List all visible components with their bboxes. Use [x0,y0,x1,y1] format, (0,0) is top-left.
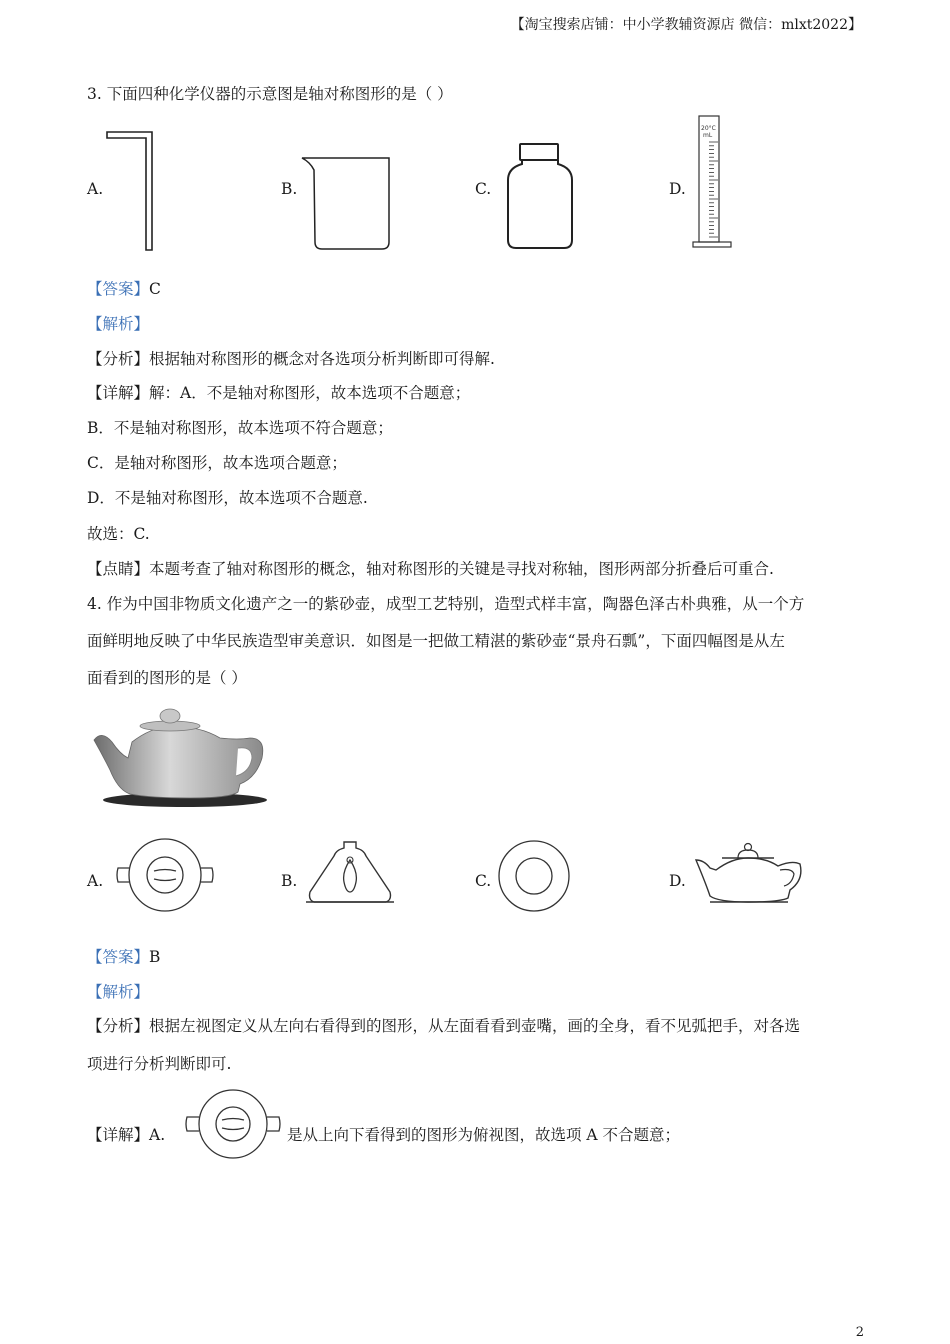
page-header: 【淘宝搜索店铺：中小学教辅资源店 微信：mlxt2022】 [510,17,862,33]
q3-line-analysis: 【分析】根据轴对称图形的概念对各选项分析判断即可得解. [87,350,495,368]
q4-analysis-line-2: 项进行分析判断即可. [87,1055,232,1073]
q4-detail-prefix: 【详解】A. [87,1126,166,1144]
q3-stem: 3. 下面四种化学仪器的示意图是轴对称图形的是（ ） [87,85,453,103]
cylinder-label-unit: mL [703,132,713,139]
q4-option-d-label: D. [669,872,686,890]
q4-stem-line-3: 面看到的图形的是（ ） [87,669,247,687]
q4-analysis-tag: 【解析】 [87,983,150,1001]
q3-line-detail: 【详解】解：A．不是轴对称图形，故本选项不合题意； [87,384,471,402]
q3-analysis-tag: 【解析】 [87,315,150,333]
q4-stem-line-2: 面鲜明地反映了中华民族造型审美意识．如图是一把做工精湛的紫砂壶“景舟石瓢”，下面四幅图是从左 [87,632,785,650]
q4-analysis-line-1: 【分析】根据左视图定义从左向右看得到的图形，从左面看看到壶嘴，画的全身，看不见弧把手，对各选 [87,1017,801,1035]
q4-answer: 【答案】B [87,948,161,966]
reagent-bottle-figure [502,140,578,254]
beaker-figure [296,150,396,254]
q4-option-b-label: B. [281,872,298,890]
cylinder-label-temp: 20°C [701,125,716,132]
page-number: 2 [855,1325,864,1340]
q3-line-c: C．是轴对称图形，故本选项合题意； [87,454,347,472]
teapot-front-view-figure [692,840,806,906]
teapot-top-view-figure [116,832,216,926]
q3-answer: 【答案】C [87,280,161,298]
q4-detail-suffix: 是从上向下看得到的图形为俯视图，故选项 A 不合题意； [287,1126,681,1144]
q4-option-c-label: C. [475,872,492,890]
q3-option-b-label: B. [281,180,298,198]
teapot-left-view-figure [300,838,400,908]
q3-line-choice: 故选：C. [87,525,150,543]
q3-line-d: D．不是轴对称图形，故本选项不合题意. [87,489,368,507]
q3-line-b: B．不是轴对称图形，故本选项不符合题意； [87,419,393,437]
q3-option-d-label: D. [669,180,686,198]
bent-tube-figure [100,128,160,254]
graduated-cylinder-figure [693,112,751,254]
q3-option-c-label: C. [475,180,492,198]
teapot-bottom-view-figure [496,838,572,914]
q3-option-a-label: A. [87,180,104,198]
q4-option-a-label: A. [87,872,104,890]
teapot-top-view-inline-figure [184,1084,284,1166]
q4-stem-line-1: 4. 作为中国非物质文化遗产之一的紫砂壶，成型工艺特别，造型式样丰富，陶器色泽古朴典雅，从一个方 [87,595,805,613]
q3-line-note: 【点睛】本题考查了轴对称图形的概念，轴对称图形的关键是寻找对称轴，图形两部分折叠后可重合. [87,560,774,578]
teapot-photo [90,700,270,812]
